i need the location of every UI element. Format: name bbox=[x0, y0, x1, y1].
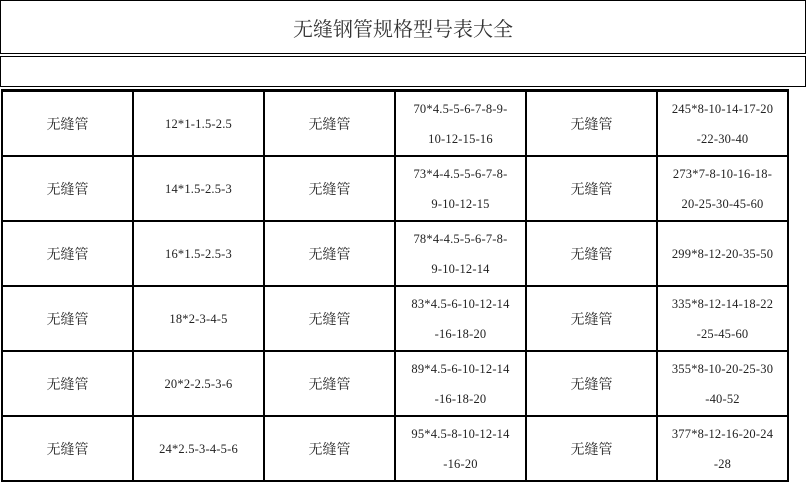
pipe-spec-cell bbox=[133, 91, 264, 157]
table-row bbox=[2, 416, 788, 481]
pipe-spec-line-1: 83*4.5-6-10-12-14 bbox=[411, 296, 510, 311]
pipe-type-cell: 无缝管 bbox=[264, 156, 395, 221]
table-row bbox=[2, 91, 788, 157]
pipe-spec-text: 18*2-3-4-5 bbox=[169, 311, 228, 326]
pipe-spec-cell bbox=[395, 156, 526, 221]
pipe-spec-text: 14*1.5-2.5-3 bbox=[165, 181, 232, 196]
pipe-spec-line-2: 9-10-12-15 bbox=[431, 196, 490, 211]
pipe-spec-cell bbox=[395, 91, 526, 157]
pipe-spec-line-1: 70*4.5-5-6-7-8-9- bbox=[413, 101, 508, 116]
pipe-spec-line-2: -16-18-20 bbox=[434, 391, 487, 406]
pipe-spec-cell bbox=[657, 156, 788, 221]
pipe-spec-line-1: 335*8-12-14-18-22 bbox=[671, 296, 774, 311]
pipe-spec-cell bbox=[395, 351, 526, 416]
pipe-spec-cell bbox=[395, 286, 526, 351]
pipe-spec-line-2: 9-10-12-14 bbox=[431, 261, 490, 276]
pipe-spec-line-2: -25-45-60 bbox=[696, 326, 749, 341]
pipe-spec-cell bbox=[133, 416, 264, 481]
pipe-spec-text: 24*2.5-3-4-5-6 bbox=[159, 441, 238, 456]
pipe-type-cell: 无缝管 bbox=[2, 156, 133, 221]
pipe-type-cell: 无缝管 bbox=[264, 416, 395, 481]
pipe-type-cell: 无缝管 bbox=[264, 351, 395, 416]
pipe-spec-line-2: -16-18-20 bbox=[434, 326, 487, 341]
page-title: 无缝钢管规格型号表大全 bbox=[0, 0, 806, 54]
pipe-type-cell: 无缝管 bbox=[2, 351, 133, 416]
pipe-spec-line-1: 299*8-12-20-35-50 bbox=[671, 246, 774, 261]
pipe-spec-cell bbox=[657, 286, 788, 351]
pipe-spec-line-1: 89*4.5-6-10-12-14 bbox=[411, 361, 510, 376]
pipe-spec-line-2: -28 bbox=[713, 456, 732, 471]
pipe-type-cell: 无缝管 bbox=[264, 221, 395, 286]
table-row bbox=[2, 351, 788, 416]
spec-table-body bbox=[2, 91, 788, 482]
table-row bbox=[2, 221, 788, 286]
pipe-spec-line-2: -40-52 bbox=[705, 391, 740, 406]
pipe-type-cell: 无缝管 bbox=[2, 416, 133, 481]
pipe-spec-cell bbox=[133, 351, 264, 416]
pipe-spec-line-2: 10-12-15-16 bbox=[428, 131, 493, 146]
pipe-type-cell: 无缝管 bbox=[526, 351, 657, 416]
pipe-type-cell: 无缝管 bbox=[526, 286, 657, 351]
pipe-type-cell: 无缝管 bbox=[526, 156, 657, 221]
pipe-type-cell: 无缝管 bbox=[526, 221, 657, 286]
pipe-spec-cell bbox=[395, 416, 526, 481]
pipe-spec-text: 12*1-1.5-2.5 bbox=[165, 116, 232, 131]
pipe-spec-cell bbox=[133, 156, 264, 221]
pipe-type-cell: 无缝管 bbox=[264, 91, 395, 157]
pipe-spec-line-1: 73*4-4.5-5-6-7-8- bbox=[413, 166, 508, 181]
pipe-spec-line-2: -22-30-40 bbox=[696, 131, 749, 146]
pipe-spec-text: 16*1.5-2.5-3 bbox=[165, 246, 232, 261]
pipe-spec-cell bbox=[133, 286, 264, 351]
pipe-type-cell: 无缝管 bbox=[526, 91, 657, 157]
pipe-spec-line-2: 20-25-30-45-60 bbox=[681, 196, 764, 211]
pipe-spec-line-1: 245*8-10-14-17-20 bbox=[671, 101, 774, 116]
pipe-type-cell: 无缝管 bbox=[2, 286, 133, 351]
pipe-spec-line-1: 377*8-12-16-20-24 bbox=[671, 426, 774, 441]
pipe-spec-line-1: 355*8-10-20-25-30 bbox=[671, 361, 774, 376]
table-row bbox=[2, 156, 788, 221]
spec-table bbox=[1, 89, 789, 482]
pipe-spec-cell bbox=[133, 221, 264, 286]
pipe-type-cell: 无缝管 bbox=[264, 286, 395, 351]
pipe-spec-line-1: 273*7-8-10-16-18- bbox=[672, 166, 773, 181]
pipe-spec-line-1: 78*4-4.5-5-6-7-8- bbox=[413, 231, 508, 246]
pipe-spec-cell bbox=[657, 416, 788, 481]
pipe-spec-cell bbox=[395, 221, 526, 286]
pipe-type-cell: 无缝管 bbox=[2, 221, 133, 286]
pipe-type-cell: 无缝管 bbox=[2, 91, 133, 157]
pipe-spec-text: 20*2-2.5-3-6 bbox=[164, 376, 233, 391]
pipe-type-cell: 无缝管 bbox=[526, 416, 657, 481]
pipe-spec-line-2: -16-20 bbox=[443, 456, 478, 471]
blank-header-row bbox=[0, 56, 806, 87]
pipe-spec-cell bbox=[657, 221, 788, 286]
pipe-spec-line-1: 95*4.5-8-10-12-14 bbox=[411, 426, 510, 441]
table-row bbox=[2, 286, 788, 351]
pipe-spec-cell bbox=[657, 91, 788, 157]
pipe-spec-cell bbox=[657, 351, 788, 416]
